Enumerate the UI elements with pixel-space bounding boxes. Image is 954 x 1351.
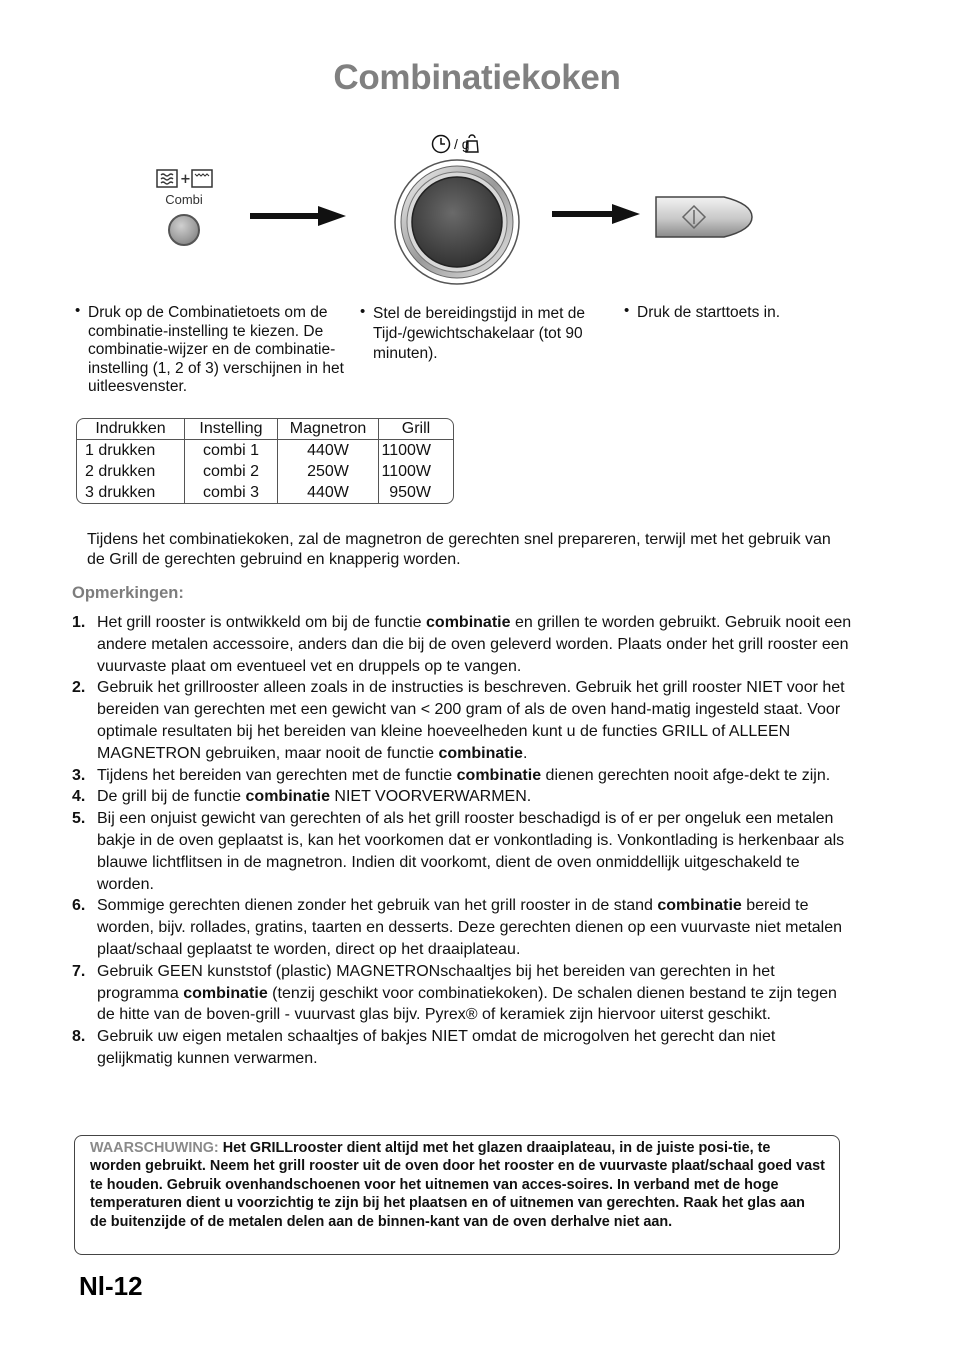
step-1-text: Druk op de Combinatietoets om de combinatie-instelling te kiezen. De combinatie-wijzer en de combinatie-instelling (1, 2 of 3) verschijnen in het uitleesvenster. [88,304,344,396]
step-2-description: • Stel de bereidingstijd in met de Tijd-/gewichtschakelaar (tot 90 minuten). [360,303,585,362]
table-row [77,461,453,482]
weight-icon [464,134,480,154]
table-header-row [77,419,453,440]
list-item: 4. De grill bij de functie combinatie NIET VOORVERWARMEN. [72,786,852,808]
page-title: Combinatiekoken [333,58,621,97]
arrow-right-icon [550,202,642,226]
table-cell: 1 drukken [77,440,185,462]
intro-paragraph: Tijdens het combinatiekoken, zal de magnetron de gerechten snel prepareren, terwijl met het gebruik van de Grill de gerechten gebruind en knapperig worden. [87,531,831,568]
table-row [77,440,453,462]
note-number: 5. [72,810,86,828]
table-cell: 950W [389,483,431,501]
combi-label: Combi [165,192,203,207]
note-number: 2. [72,679,86,697]
table-row [77,482,453,503]
table-cell: 1100W [381,441,431,459]
table-cell: combi 1 [185,440,278,462]
list-item: 6. Sommige gerechten dienen zonder het gebruik van het grill rooster in de stand combinatie bereid te worden, bijv. rollades, gratins, taarten en desserts. Deze gerechten dienen op een vuurvaste niet metalen plaat/schaal geplaatst te worden, direct op het draaiplateau. [72,897,843,958]
note-number: 6. [72,897,86,915]
table-cell: 3 drukken [77,482,185,503]
table-cell: 440W [278,482,379,503]
combination-settings-table [76,418,454,504]
svg-text:+: + [180,172,191,187]
clock-icon [430,133,452,155]
step-3-description: • Druk de starttoets in. [624,302,781,321]
note-number: 8. [72,1028,86,1046]
time-weight-dial[interactable] [393,158,521,286]
list-item: 7. Gebruik GEEN kunststof (plastic) MAGNETRONschaaltjes bij het bereiden van gerechten in het programma combinatie (tenzij geschikt voor combinatiekoken). De schalen dienen bestand te zijn tegen de hitte van de boven-grill - vuurvast glas bijv. Pyrex® of keramiek zijn hiervoor uiterst geschikt. [72,962,837,1024]
dial-icons-label: / g [454,136,470,152]
step-3-text: Druk de starttoets in. [637,304,781,321]
column-header: Grill [379,419,454,440]
note-number: 3. [72,766,86,784]
warning-box [74,1135,840,1255]
list-item: 2. Gebruik het grillrooster alleen zoals in de instructies is beschreven. Gebruik het grill rooster NIET voor het bereiden van gerechten met een gewicht van < 200 gram of als de oven hand-matig ingesteld staat. Voor optimale resultaten bij het bereiden van kleine hoeveelheden kunt u de functies GRILL of ALLEEN MAGNETRON gebruiken, maar nooit de functie combinatie. [72,679,845,762]
step-2-text: Stel de bereidingstijd in met de Tijd-/gewichtschakelaar (tot 90 minuten). [373,305,585,362]
column-header: Magnetron [278,419,379,440]
dial-icons [430,133,490,157]
note-number: 4. [72,788,86,806]
list-item: 8. Gebruik uw eigen metalen schaaltjes of bakjes NIET omdat de microgolven het gerecht dan niet gelijkmatig kunnen verwarmen. [72,1028,776,1067]
table-cell: 2 drukken [77,461,185,482]
notes-list [72,612,852,1070]
note-number: 7. [72,962,86,980]
table-cell: combi 2 [185,461,278,482]
table-cell: combi 3 [185,482,278,503]
column-header: Indrukken [77,419,185,440]
step-1-description: • Druk op de Combinatietoets om de combinatie-instelling te kiezen. De combinatie-wijzer en de combinatie-instelling (1, 2 of 3) verschijnen in het uitleesvenster. [75,302,344,396]
list-item: 3. Tijdens het bereiden van gerechten met de functie combinatie dienen gerechten nooit afge-dekt te zijn. [72,765,852,787]
warning-text: Het GRILLrooster dient altijd met het glazen draaiplateau, in de juiste posi-tie, te worden gebruikt. Neem het grill rooster uit de oven door het rooster en de vuurvaste plaat/schaal goed vast te houden. Gebruik ovenhandschoenen voor het uitnemen van acces-soires. In verband met de hoge temperaturen dient u voorzichtig te zijn bij het plaatsen en of uitnemen van gerechten. Raak het glas aan de buitenzijde of de metalen delen aan de binnen-kant van de oven derhalve niet aan. [90,1140,825,1230]
notes-heading: Opmerkingen: [72,584,184,602]
page-number: Nl-12 [79,1271,143,1301]
column-header: Instelling [185,419,278,440]
note-number: 1. [72,614,86,631]
table-cell: 440W [278,440,379,462]
arrow-right-icon [248,204,348,228]
table-cell: 1100W [381,462,431,480]
start-button[interactable] [654,194,754,240]
microwave-grill-combination-icon [156,168,214,190]
warning-label: WAARSCHUWING: [90,1140,219,1156]
list-item: 1. Het grill rooster is ontwikkeld om bij de functie combinatie en grillen te worden gebruikt. Gebruik nooit een andere metalen accessoire, anders dan die bij de oven geleverd worden. Plaats onder het grill rooster een vuurvaste plaat om eventueel vet en druppels op te vangen. [72,614,852,675]
combi-button[interactable] [168,214,200,246]
list-item: 5. Bij een onjuist gewicht van gerechten of als het grill rooster beschadigd is of er per ongeluk een metalen bakje in de oven geplaatst is, kan het voorkomen dat er vonkontlading is. Vonkontlading is herkenbaar als blauwe lichtflitsen in de magnetron. Indien dit voorkomt, dient de oven onmiddellijk uitgeschakeld te worden. [72,810,845,893]
table-cell: 250W [278,461,379,482]
